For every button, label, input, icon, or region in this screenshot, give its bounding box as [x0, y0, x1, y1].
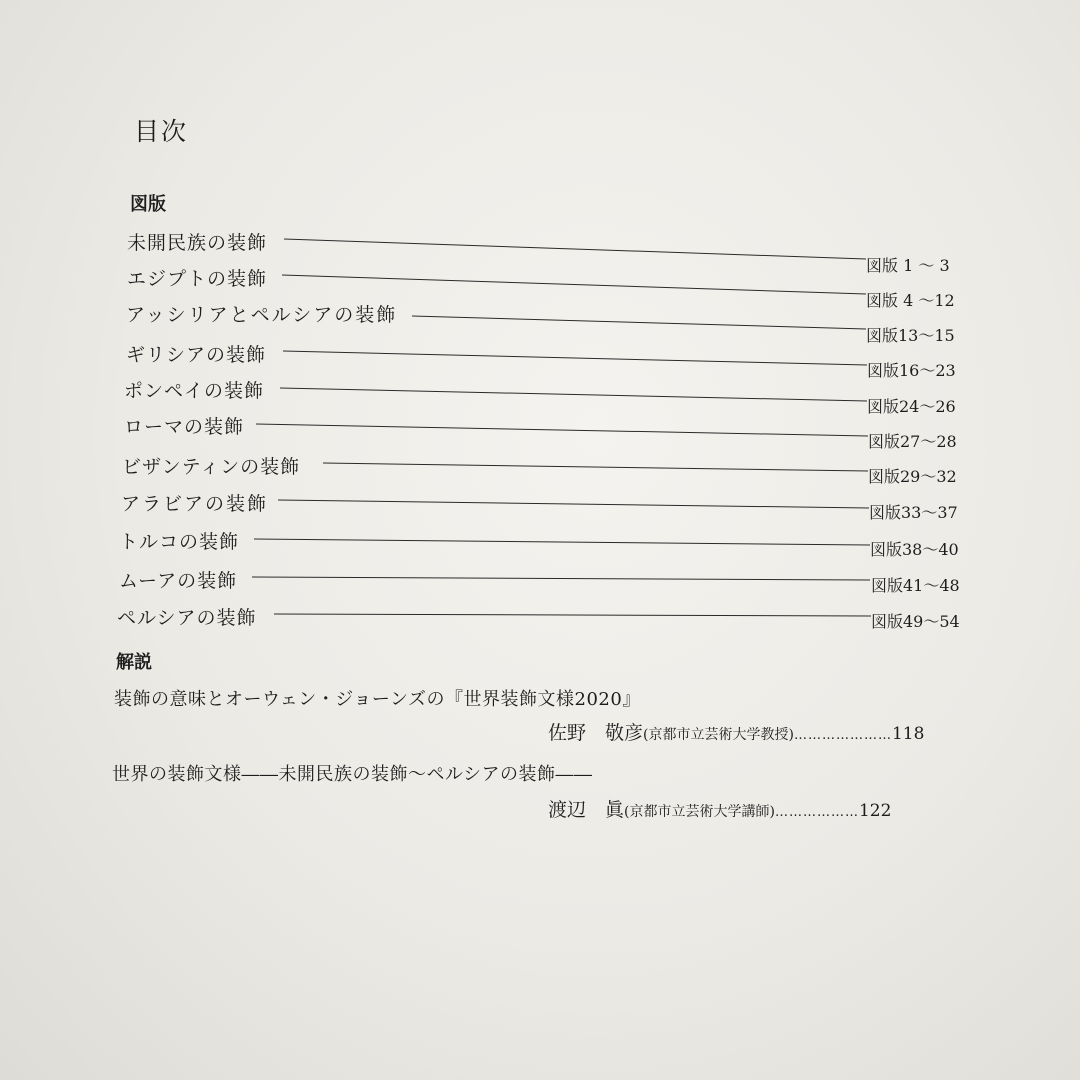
leader-line [412, 316, 866, 329]
commentary-author-line [548, 718, 924, 745]
leader-line [284, 239, 866, 259]
plate-ref: 図版29～32 [868, 467, 957, 486]
leader-dots: ………………… [793, 728, 892, 743]
author-name: 渡辺 眞 [548, 799, 625, 821]
plate-ref: 図版 4 ～12 [866, 291, 955, 310]
plate-label: 未開民族の装飾 [127, 232, 268, 254]
page-number: 118 [891, 724, 925, 744]
commentary-title: 装飾の意味とオーウェン・ジョーンズの『世界装飾文様2020』 [114, 689, 641, 710]
plate-ref: 図版16～23 [867, 361, 956, 380]
leader-line [278, 500, 869, 508]
plate-label: アラビアの装飾 [121, 493, 269, 515]
leader-line [283, 351, 867, 365]
plate-label: トルコの装飾 [119, 531, 240, 553]
author-affiliation: (京都市立芸術大学教授) [643, 727, 794, 743]
plate-label: ペルシアの装飾 [117, 607, 257, 629]
plate-ref: 図版24～26 [867, 397, 956, 416]
leader-line [282, 275, 866, 294]
plate-ref: 図版 1 ～ 3 [866, 256, 950, 275]
plate-label: ムーアの装飾 [119, 570, 238, 592]
plate-label: エジプトの装飾 [127, 268, 268, 290]
leader-line [323, 463, 868, 471]
commentary-title: 世界の装飾文様――未開民族の装飾～ペルシアの装飾―― [112, 764, 593, 785]
leader-line [256, 424, 868, 436]
plate-label: ローマの装飾 [124, 416, 245, 438]
plate-ref: 図版13～15 [866, 326, 955, 345]
plate-label: ギリシアの装飾 [126, 344, 267, 366]
page-title: 目次 [134, 117, 189, 146]
plate-label: アッシリアとペルシアの装飾 [126, 304, 398, 326]
plate-label: ビザンティンの装飾 [122, 456, 301, 478]
plate-ref: 図版41～48 [871, 576, 960, 595]
commentary-heading: 解説 [116, 652, 152, 673]
plate-ref: 図版49～54 [871, 612, 960, 631]
plate-ref: 図版33～37 [869, 503, 958, 522]
commentary-author-line [548, 795, 891, 822]
leader-line [274, 614, 871, 616]
leader-line [254, 539, 870, 545]
leader-dots: ……………… [774, 805, 859, 820]
author-affiliation: (京都市立芸術大学講師) [624, 804, 775, 820]
leader-line [280, 388, 867, 401]
plate-ref: 図版38～40 [870, 540, 959, 559]
author-name: 佐野 敬彦 [548, 722, 644, 744]
page-number: 122 [858, 801, 892, 821]
plates-heading: 図版 [130, 194, 166, 215]
plate-label: ポンペイの装飾 [124, 380, 265, 402]
plate-ref: 図版27～28 [868, 432, 957, 451]
leader-line [252, 577, 870, 580]
